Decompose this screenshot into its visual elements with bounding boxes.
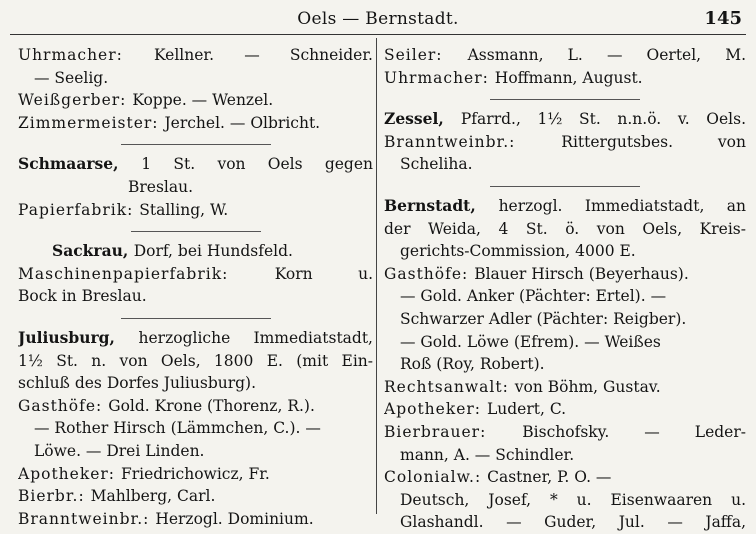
entry-text: Gold. Krone (Thorenz, R.). <box>108 396 315 415</box>
entry-text: 1½ St. n. von Oels, 1800 E. (mit Ein- <box>18 351 373 370</box>
entry-keyword: Colonialw.: <box>384 468 488 487</box>
entry-line <box>18 285 373 308</box>
entry-line <box>18 327 373 350</box>
entry-keyword: Apotheker: <box>384 400 487 419</box>
entry-text: Löwe. — Drei Linden. <box>34 441 205 460</box>
entry-keyword: Rechtsanwalt: <box>384 377 515 396</box>
entry-line <box>18 350 373 373</box>
entry-text: Mahlberg, Carl. <box>90 487 216 506</box>
entry-text: Glashandl. — Guder, Jul. — Jaffa, <box>400 513 746 532</box>
entry-keyword: Uhrmacher: <box>384 68 495 87</box>
entry-text: Herzogl. Dominium. <box>155 509 314 528</box>
entry-text: Castner, P. O. — <box>487 468 612 487</box>
entry-line <box>18 263 373 286</box>
entry-keyword: Bierbrauer: <box>384 422 523 441</box>
entry-text: der Weida, 4 St. ö. von Oels, Kreis- <box>384 219 746 238</box>
entry-line <box>384 489 746 512</box>
entry-line <box>18 440 373 463</box>
entry-text: Ludert, C. <box>486 400 567 419</box>
entry-line <box>18 112 373 135</box>
page-title: Oels — Bernstadt. <box>297 9 459 29</box>
entry-line <box>18 153 373 176</box>
entry-text: Stalling, W. <box>139 200 229 219</box>
entry-line <box>384 240 746 263</box>
entry-text: — Rother Hirsch (Lämmchen, C.). — <box>34 419 321 438</box>
section-rule <box>121 318 271 319</box>
entry-keyword: Zimmermeister: <box>18 113 165 132</box>
entry-line <box>18 395 373 418</box>
entry-text: mann, A. — Schindler. <box>400 445 575 464</box>
entry-line <box>18 417 373 440</box>
entry-keyword: Branntweinbr.: <box>18 509 156 528</box>
entry-line <box>384 263 746 286</box>
entry-text: Friedrichowicz, Fr. <box>120 464 270 483</box>
section-rule <box>131 231 261 232</box>
entry-keyword: Seiler: <box>384 46 468 64</box>
entry-text: Rittergutsbes. von <box>561 132 746 151</box>
entry-text: schluß des Dorfes Juliusburg). <box>18 374 257 393</box>
entry-text: Pfarrd., 1½ St. n.n.ö. v. Oels. <box>460 110 746 129</box>
entry-keyword: Branntweinbr.: <box>384 132 562 151</box>
entry-keyword: Apotheker: <box>18 464 121 483</box>
entry-line <box>384 331 746 354</box>
entry-text: Scheliha. <box>400 155 473 174</box>
entry-keyword: Uhrmacher: <box>18 46 155 64</box>
entry-line <box>384 353 746 376</box>
entry-line <box>384 67 746 90</box>
entry-text: Blauer Hirsch (Beyerhaus). <box>474 264 689 283</box>
entry-text: — Gold. Löwe (Efrem). — Weißes <box>400 332 661 351</box>
entry-line <box>384 444 746 467</box>
entry-line <box>18 240 373 263</box>
section-rule <box>490 186 640 187</box>
entry-text: Assmann, L. — Oertel, M. <box>467 46 746 64</box>
entry-line <box>18 44 373 67</box>
entry-text: — Seelig. <box>34 68 109 87</box>
entry-line <box>18 485 373 508</box>
entry-keyword: Gasthöfe: <box>384 264 475 283</box>
entry-line <box>384 218 746 241</box>
entry-text: Kellner. — Schneider. <box>154 46 373 64</box>
entry-line <box>384 44 746 67</box>
entry-line <box>18 372 373 395</box>
entry-text: Deutsch, Josef, * u. Eisenwaaren u. <box>400 490 746 509</box>
entry-line <box>18 89 373 112</box>
entry-text: Korn u. <box>274 264 373 283</box>
entry-line <box>384 308 746 331</box>
place-name: Bernstadt, <box>384 195 499 215</box>
right-column <box>384 44 746 534</box>
entry-text: Hoffmann, August. <box>494 68 643 87</box>
entry-text: von Böhm, Gustav. <box>514 377 661 396</box>
section-rule <box>490 99 640 100</box>
entry-text: Dorf, bei Hundsfeld. <box>133 242 293 261</box>
entry-line <box>18 508 373 531</box>
entry-text: — Gold. Anker (Pächter: Ertel). — <box>400 287 667 306</box>
entry-keyword: Papierfabrik: <box>18 200 140 219</box>
entry-keyword: Weißgerber: <box>18 91 133 110</box>
entry-text: Breslau. <box>128 177 194 196</box>
page-header <box>0 0 756 34</box>
entry-line <box>384 195 746 218</box>
entry-line <box>384 466 746 489</box>
entry-text: Bischofsky. — Leder- <box>522 422 746 441</box>
entry-line <box>384 108 746 131</box>
entry-text: Koppe. — Wenzel. <box>132 91 274 110</box>
page-number: 145 <box>704 8 742 29</box>
place-name: Sackrau, <box>52 241 134 261</box>
entry-line <box>384 421 746 444</box>
section-rule <box>121 144 271 145</box>
entry-text: Roß (Roy, Robert). <box>400 355 545 374</box>
entry-line <box>384 376 746 399</box>
entry-line <box>384 131 746 154</box>
place-name: Schmaarse, <box>18 154 142 174</box>
entry-text: herzogliche Immediatstadt, <box>138 328 373 347</box>
entry-text: herzogl. Immediatstadt, an <box>498 196 746 215</box>
entry-text: Jerchel. — Olbricht. <box>164 113 321 132</box>
entry-keyword: Gasthöfe: <box>18 396 109 415</box>
column-divider <box>376 38 377 514</box>
left-column <box>18 44 373 530</box>
entry-line <box>384 398 746 421</box>
entry-text: gerichts-Commission, 4000 E. <box>400 242 636 261</box>
entry-line <box>384 153 746 176</box>
entry-keyword: Maschinenpapierfabrik: <box>18 264 275 283</box>
entry-line <box>18 199 373 222</box>
entry-text: Schwarzer Adler (Pächter: Reigber). <box>400 309 687 328</box>
entry-line <box>384 285 746 308</box>
place-name: Juliusburg, <box>18 327 139 347</box>
place-name: Zessel, <box>384 109 461 129</box>
entry-line <box>18 67 373 90</box>
entry-text: 1 St. von Oels gegen <box>141 155 373 174</box>
entry-keyword: Bierbr.: <box>18 487 91 506</box>
entry-line <box>18 176 373 199</box>
entry-line <box>384 511 746 534</box>
entry-line <box>18 463 373 486</box>
entry-text: Bock in Breslau. <box>18 287 147 306</box>
header-rule <box>10 34 746 35</box>
